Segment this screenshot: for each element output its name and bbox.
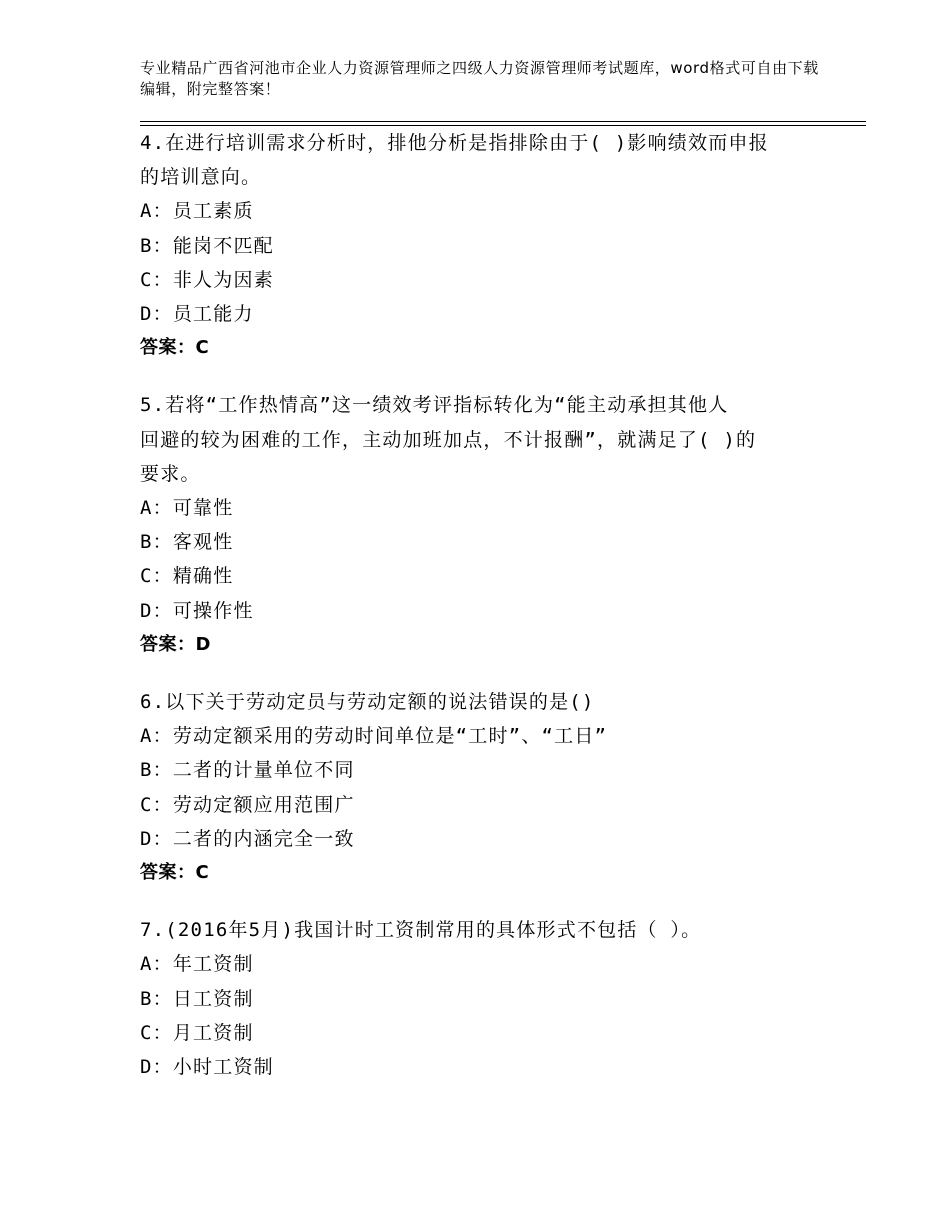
option-d: D：小时工资制 bbox=[140, 1056, 274, 1079]
header-rule-top bbox=[140, 121, 866, 122]
question-stem: 的培训意向。 bbox=[140, 166, 262, 189]
option-d: D：二者的内涵完全一致 bbox=[140, 827, 355, 850]
option-b: B：客观性 bbox=[140, 531, 234, 554]
question-6 bbox=[140, 685, 840, 890]
answer-line: 答案：D bbox=[140, 633, 211, 655]
option-b: B：二者的计量单位不同 bbox=[140, 759, 355, 782]
question-stem: 要求。 bbox=[140, 462, 201, 485]
option-a: A：可靠性 bbox=[140, 497, 234, 520]
option-a: A：员工素质 bbox=[140, 200, 254, 223]
question-stem: 5.若将“工作热情高”这一绩效考评指标转化为“能主动承担其他人 bbox=[140, 394, 729, 417]
option-c: C：精确性 bbox=[140, 565, 234, 588]
question-stem: 6.以下关于劳动定员与劳动定额的说法错误的是() bbox=[140, 691, 595, 714]
answer-line: 答案：C bbox=[140, 337, 210, 359]
question-stem: 4.在进行培训需求分析时，排他分析是指排除由于( )影响绩效而申报 bbox=[140, 132, 769, 154]
option-b: B：日工资制 bbox=[140, 987, 254, 1010]
question-stem: 回避的较为困难的工作，主动加班加点，不计报酬”，就满足了( )的 bbox=[140, 428, 757, 451]
question-5 bbox=[140, 388, 840, 662]
option-c: C：月工资制 bbox=[140, 1021, 254, 1044]
option-a: A：年工资制 bbox=[140, 953, 254, 976]
document-header: 专业精品广西省河池市企业人力资源管理师之四级人力资源管理师考试题库，word格式可自由下载编辑，附完整答案！ bbox=[140, 59, 819, 98]
question-4 bbox=[140, 126, 840, 365]
option-c: C：劳动定额应用范围广 bbox=[140, 793, 355, 816]
question-stem: 7.(2016年5月)我国计时工资制常用的具体形式不包括（ ）。 bbox=[140, 919, 702, 942]
option-b: B：能岗不匹配 bbox=[140, 234, 274, 257]
option-c: C：非人为因素 bbox=[140, 268, 274, 291]
option-d: D：可操作性 bbox=[140, 599, 254, 622]
question-list bbox=[140, 126, 840, 1107]
question-7 bbox=[140, 913, 840, 1084]
option-a: A：劳动定额采用的劳动时间单位是“工时”、“工日” bbox=[140, 725, 608, 748]
answer-line: 答案：C bbox=[140, 862, 210, 884]
option-d: D：员工能力 bbox=[140, 303, 254, 326]
